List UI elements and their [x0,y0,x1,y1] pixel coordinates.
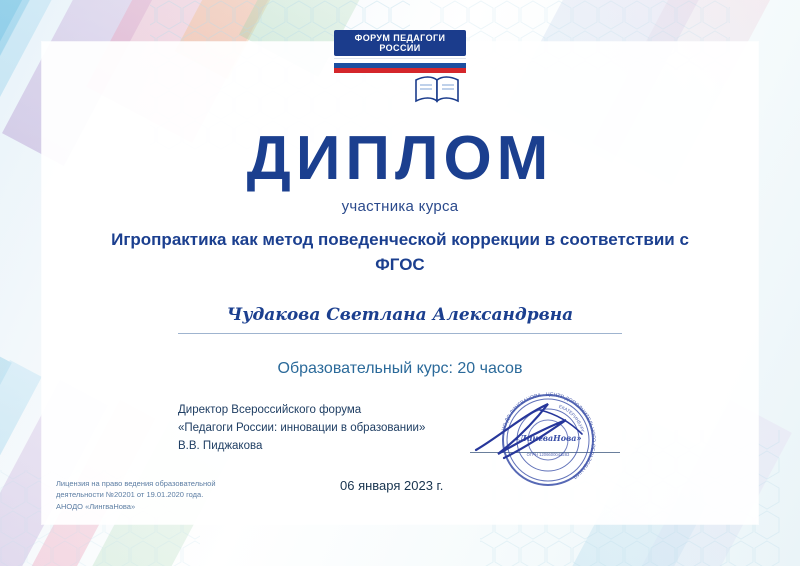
stamp-outer-text: АНО ДО ЛИНГВАНОВА · ЦЕНТР ДОПОЛНИТЕЛЬНОГО ОБРАЗОВАНИЯ · [500,391,597,482]
stamp-inner-text: ЕКАТЕРИНБУРГ [558,403,586,434]
open-book-icon [414,74,460,104]
stamp-bottom-text: ОГРН 1206600043283 [526,452,570,457]
issue-date: 06 января 2023 г. [340,478,444,493]
certificate-subtitle: участника курса [341,198,459,215]
license-line-1: Лицензия на право ведения образовательной [56,479,216,488]
director-block [178,402,425,455]
name-underline [178,333,622,334]
course-title: Игропрактика как метод поведенческой коррекции в соответствии с ФГОС [111,230,689,274]
flag-stripe-red [334,68,466,73]
signature-mark [470,400,600,460]
director-line-3: В.В. Пиджакова [178,439,263,452]
director-line-1: Директор Всероссийского форума [178,404,362,416]
director-line-2: «Педагоги России: инновации в образовании» [178,421,426,434]
forum-logo [325,30,475,74]
page-title: ДИПЛОМ [246,124,554,193]
license-line-2: деятельности №20201 от 19.01.2020 года. [56,490,204,500]
course-info: Образовательный курс: 20 часов [277,360,523,377]
participant-name: Чудакова Светлана Александрвна [226,305,574,325]
license-block [56,478,256,512]
russian-flag [334,58,466,74]
logo-banner-text: ФОРУМ ПЕДАГОГИ РОССИИ [334,30,466,56]
license-line-3: АНОДО «ЛингваНова» [56,501,136,511]
stamp-center-text: «ЛингваНова» [514,433,582,443]
